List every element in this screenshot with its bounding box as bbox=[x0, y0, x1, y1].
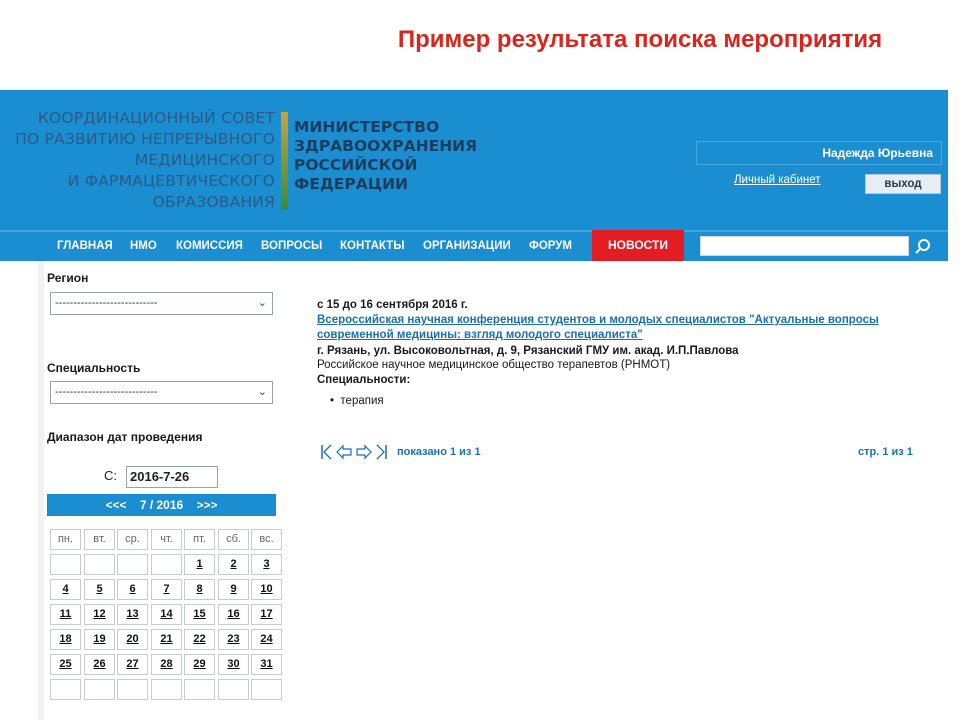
calendar-day[interactable]: 5 bbox=[84, 579, 115, 600]
nav-item-commission[interactable]: КОМИССИЯ bbox=[176, 240, 243, 252]
region-select[interactable] bbox=[50, 292, 273, 315]
calendar-day[interactable]: 14 bbox=[151, 604, 182, 625]
calendar-day[interactable]: 17 bbox=[251, 604, 282, 625]
calendar-day[interactable]: 25 bbox=[50, 654, 81, 675]
prev-page-icon[interactable] bbox=[336, 444, 352, 460]
calendar-empty-cell bbox=[84, 679, 115, 700]
event-dates: с 15 до 16 сентября 2016 г. bbox=[317, 299, 468, 311]
event-title-link[interactable]: Всероссийская научная конференция студентов и молодых специалистов "Актуальные вопросы bbox=[317, 314, 879, 326]
calendar-day[interactable]: 12 bbox=[84, 604, 115, 625]
chevron-down-icon: ⌄ bbox=[257, 386, 267, 398]
calendar-day[interactable]: 13 bbox=[117, 604, 148, 625]
nav-item-questions[interactable]: ВОПРОСЫ bbox=[261, 240, 323, 252]
chevron-down-icon: ⌄ bbox=[257, 297, 267, 309]
calendar-day[interactable]: 1 bbox=[184, 554, 215, 575]
site-header bbox=[0, 90, 948, 230]
last-page-icon[interactable] bbox=[376, 444, 388, 460]
search-input[interactable] bbox=[700, 236, 909, 256]
logout-button[interactable]: выход bbox=[865, 174, 941, 194]
content-left-border bbox=[38, 261, 44, 720]
personal-cabinet-link[interactable]: Личный кабинет bbox=[734, 174, 821, 186]
user-name-box: Надежда Юрьевна bbox=[696, 141, 942, 165]
calendar-day[interactable]: 26 bbox=[84, 654, 115, 675]
calendar-day[interactable]: 7 bbox=[151, 579, 182, 600]
calendar-day[interactable]: 18 bbox=[50, 629, 81, 650]
calendar-day[interactable]: 19 bbox=[84, 629, 115, 650]
calendar-day[interactable]: 30 bbox=[218, 654, 249, 675]
ministry-logo-text: МИНИСТЕРСТВО ЗДРАВООХРАНЕНИЯ РОССИЙСКОЙ ФЕДЕРАЦИИ bbox=[294, 118, 478, 193]
calendar-empty-cell bbox=[84, 554, 115, 575]
calendar-next-button[interactable]: >>> bbox=[196, 498, 218, 512]
calendar-day[interactable]: 23 bbox=[218, 629, 249, 650]
nav-item-contacts[interactable]: КОНТАКТЫ bbox=[340, 240, 405, 252]
results-count: показано 1 из 1 bbox=[397, 446, 481, 458]
calendar-day[interactable]: 15 bbox=[184, 604, 215, 625]
calendar-day[interactable]: 27 bbox=[117, 654, 148, 675]
nav-item-organizations[interactable]: ОРГАНИЗАЦИИ bbox=[423, 240, 511, 252]
bullet-icon: • bbox=[330, 395, 335, 407]
calendar-day[interactable]: 2 bbox=[218, 554, 249, 575]
calendar-month-label: 7 / 2016 bbox=[139, 498, 184, 512]
calendar-weekday-header: пн. bbox=[50, 529, 81, 550]
calendar-weekday-header: сб. bbox=[218, 529, 249, 550]
event-location: г. Рязань, ул. Высоковольтная, д. 9, Рязанский ГМУ им. акад. И.П.Павлова bbox=[317, 345, 739, 357]
page-indicator: стр. 1 из 1 bbox=[858, 446, 913, 458]
nav-item-home[interactable]: ГЛАВНАЯ bbox=[57, 240, 113, 252]
event-organizer: Российское научное медицинское общество терапевтов (РНМОТ) bbox=[317, 359, 671, 371]
calendar-empty-cell bbox=[50, 554, 81, 575]
calendar-empty-cell bbox=[50, 679, 81, 700]
calendar-weekday-header: вт. bbox=[84, 529, 115, 550]
calendar-day[interactable]: 8 bbox=[184, 579, 215, 600]
nav-item-forum[interactable]: ФОРУМ bbox=[529, 240, 573, 252]
calendar-weekday-header: вс. bbox=[251, 529, 282, 550]
calendar-weekday-header: ср. bbox=[117, 529, 148, 550]
calendar-day[interactable]: 9 bbox=[218, 579, 249, 600]
main-nav bbox=[0, 230, 948, 261]
calendar-day[interactable]: 16 bbox=[218, 604, 249, 625]
calendar-day[interactable]: 22 bbox=[184, 629, 215, 650]
calendar-day[interactable]: 24 bbox=[251, 629, 282, 650]
nav-item-nmo[interactable]: НМО bbox=[130, 240, 157, 252]
calendar-weekday-header: пт. bbox=[184, 529, 215, 550]
specialty-item-text: терапия bbox=[340, 395, 384, 407]
calendar-empty-cell bbox=[151, 679, 182, 700]
calendar-weekday-header: чт. bbox=[151, 529, 182, 550]
calendar-day[interactable]: 28 bbox=[151, 654, 182, 675]
calendar-empty-cell bbox=[117, 679, 148, 700]
nav-item-news[interactable]: НОВОСТИ bbox=[592, 230, 684, 261]
calendar-empty-cell bbox=[184, 679, 215, 700]
logo-divider bbox=[281, 112, 288, 210]
calendar-empty-cell bbox=[117, 554, 148, 575]
specialty-select-value: ---------------------------- bbox=[55, 386, 158, 398]
event-title-link-line2[interactable]: современной медицины: взгляд молодого специалиста" bbox=[317, 329, 643, 341]
calendar-empty-cell bbox=[251, 679, 282, 700]
calendar-day[interactable]: 29 bbox=[184, 654, 215, 675]
slide-title: Пример результата поиска мероприятия bbox=[397, 26, 883, 53]
calendar-header bbox=[47, 494, 276, 516]
date-from-input[interactable]: 2016-7-26 bbox=[126, 466, 218, 488]
council-logo-text: КООРДИНАЦИОННЫЙ СОВЕТ ПО РАЗВИТИЮ НЕПРЕРЫВНОГО МЕДИЦИНСКОГО И ФАРМАЦЕВТИЧЕСКОГО ОБРАЗОВАНИЯ bbox=[15, 109, 275, 211]
calendar-empty-cell bbox=[151, 554, 182, 575]
calendar-day[interactable]: 31 bbox=[251, 654, 282, 675]
calendar-day[interactable]: 11 bbox=[50, 604, 81, 625]
specialty-label: Специальность bbox=[47, 361, 141, 375]
calendar-day[interactable]: 6 bbox=[117, 579, 148, 600]
calendar-day[interactable]: 4 bbox=[50, 579, 81, 600]
calendar-day[interactable]: 20 bbox=[117, 629, 148, 650]
date-range-label: Диапазон дат проведения bbox=[47, 430, 203, 444]
region-select-value: ---------------------------- bbox=[55, 297, 158, 309]
date-from-prefix: С: bbox=[104, 468, 117, 483]
first-page-icon[interactable] bbox=[320, 444, 332, 460]
next-page-icon[interactable] bbox=[356, 444, 372, 460]
calendar-empty-cell bbox=[218, 679, 249, 700]
calendar-day[interactable]: 3 bbox=[251, 554, 282, 575]
calendar-day[interactable]: 10 bbox=[251, 579, 282, 600]
specialty-select[interactable] bbox=[50, 381, 273, 404]
calendar-prev-button[interactable]: <<< bbox=[105, 498, 127, 512]
event-specialties-label: Специальности: bbox=[317, 374, 411, 386]
search-icon[interactable] bbox=[913, 237, 933, 257]
calendar-day[interactable]: 21 bbox=[151, 629, 182, 650]
content-area bbox=[38, 261, 948, 720]
specialty-list-item bbox=[330, 395, 384, 407]
region-label: Регион bbox=[47, 271, 89, 285]
